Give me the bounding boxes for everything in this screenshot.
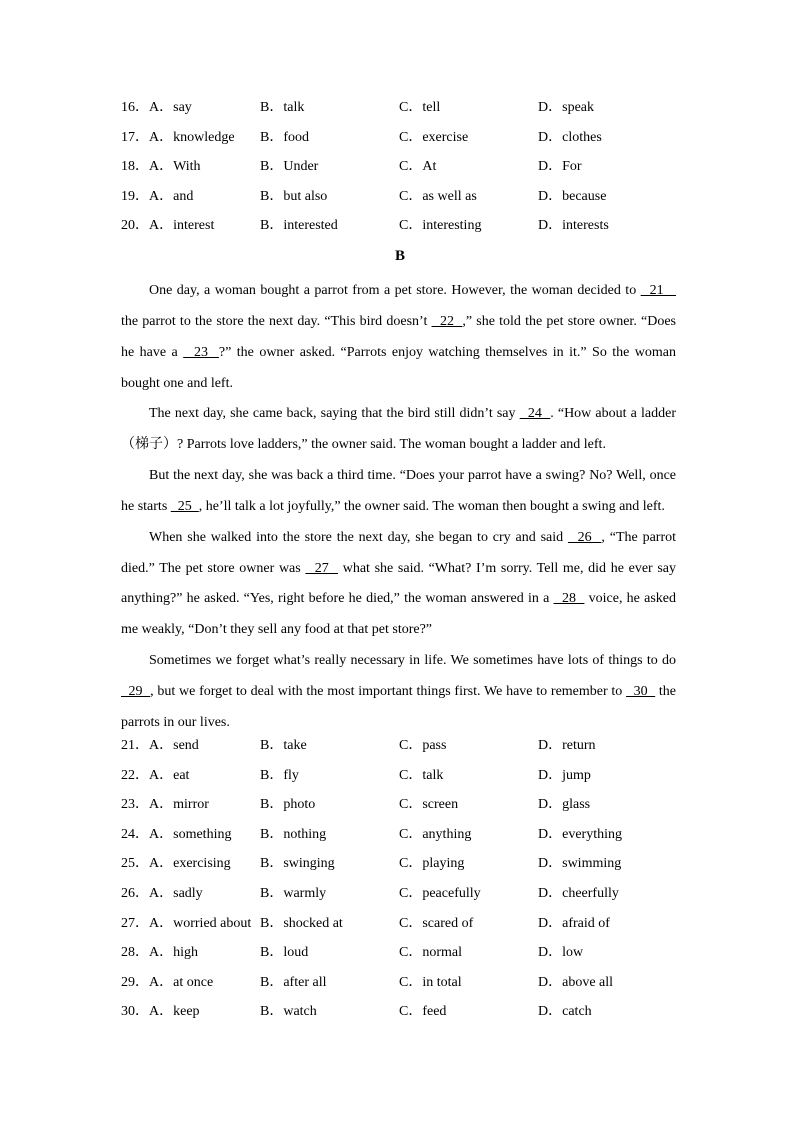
question-row: 21．A．send B．take C．pass D．return (121, 738, 596, 753)
question-row: 27．A．worried about B．shocked at C．scared of D．afraid of (121, 915, 610, 931)
option-b: food (283, 129, 310, 145)
passage-paragraph: But the next day, she was back a third time. “Does your parrot have a swing? No? Well, once he starts 25 , he’ll talk a lot joyfully,” the owner said. The woman then bought a swing and left. (121, 468, 676, 514)
question-number: 27 (121, 915, 135, 931)
question-number: 19 (121, 188, 135, 204)
option-d: because (562, 188, 607, 204)
option-d: cheerfully (562, 885, 619, 901)
blank-22: 22 (431, 313, 463, 329)
option-a: With (173, 159, 201, 175)
question-list-bottom (121, 736, 701, 1032)
option-b: take (283, 738, 307, 753)
option-d: interests (562, 218, 609, 234)
option-a: sadly (173, 885, 203, 901)
option-d: everything (562, 826, 622, 842)
option-b: shocked at (283, 915, 343, 931)
option-c: tell (422, 100, 441, 115)
question-row: 19．A．and B．but also C．as well as D．because (121, 188, 607, 204)
option-b: loud (283, 945, 309, 961)
question-row: 16．A．say B．talk C．tell D．speak (121, 100, 595, 115)
option-c: playing (422, 856, 465, 872)
option-c: interesting (422, 218, 482, 234)
option-b: swinging (283, 856, 335, 872)
question-number: 21 (121, 738, 135, 753)
option-c: screen (422, 797, 459, 813)
blank-23: 23 (183, 344, 219, 360)
question-number: 30 (121, 1004, 135, 1020)
blank-25: 25 (170, 498, 199, 514)
blank-21: 21 (640, 283, 677, 298)
option-d: afraid of (562, 915, 610, 931)
option-c: peacefully (422, 885, 481, 901)
option-d: For (562, 159, 582, 175)
question-number: 18 (121, 159, 135, 175)
option-c: talk (422, 767, 444, 783)
question-row: 24．A．something B．nothing C．anything D．everything (121, 826, 622, 842)
option-d: return (562, 738, 596, 753)
question-number: 23 (121, 797, 135, 813)
option-d: low (562, 945, 584, 961)
option-a: worried about (173, 915, 252, 931)
option-b: watch (283, 1004, 317, 1020)
option-a: interest (173, 218, 215, 234)
option-a: at once (173, 974, 214, 990)
question-number: 29 (121, 974, 135, 990)
option-c: scared of (422, 915, 474, 931)
option-b: fly (283, 767, 299, 783)
option-a: knowledge (173, 129, 235, 145)
option-d: swimming (562, 856, 622, 872)
cloze-passage (121, 276, 676, 739)
question-number: 25 (121, 856, 135, 872)
option-b: but also (283, 188, 328, 204)
option-c: feed (422, 1004, 447, 1020)
blank-24: 24 (519, 406, 551, 422)
blank-29: 29 (121, 683, 151, 699)
option-b: nothing (283, 826, 327, 842)
question-number: 28 (121, 945, 135, 961)
option-b: Under (283, 159, 319, 175)
option-a: say (173, 100, 192, 115)
question-row: 23．A．mirror B．photo C．screen D．glass (121, 797, 591, 813)
option-b: after all (283, 974, 327, 990)
question-number: 16 (121, 100, 135, 115)
option-b: photo (283, 797, 316, 813)
option-a: exercising (173, 856, 231, 872)
option-a: send (173, 738, 199, 753)
option-d: speak (562, 100, 595, 115)
question-row: 29．A．at once B．after all C．in total D．above all (121, 974, 614, 990)
option-d: jump (562, 767, 591, 783)
question-row: 18．A．With B．Under C．At D．For (121, 159, 582, 175)
option-c: in total (422, 974, 462, 990)
option-d: above all (562, 974, 614, 990)
passage-paragraph: One day, a woman bought a parrot from a pet store. However, the woman decided to 21 the parrot to the store the next day. “This bird doesn’t 22 ,” she told the pet store owner. “Does he have a 23 ?” the owner asked. “Parrots enjoy watching themselves in it.” So the woman bought one and left. (121, 283, 677, 391)
option-c: anything (422, 826, 472, 842)
question-row: 30．A．keep B．watch C．feed D．catch (121, 1004, 592, 1020)
option-d: catch (562, 1004, 592, 1020)
question-row: 20．A．interest B．interested C．interesting D．interests (121, 218, 609, 234)
blank-30: 30 (626, 683, 656, 699)
question-row: 25．A．exercising B．swinging C．playing D．swimming (121, 856, 622, 872)
option-a: and (173, 188, 194, 204)
blank-28: 28 (553, 591, 585, 607)
question-list-top (121, 98, 701, 246)
question-row: 17．A．knowledge B．food C．exercise D．clothes (121, 129, 602, 145)
question-row: 28．A．high B．loud C．normal D．low (121, 945, 584, 961)
question-number: 22 (121, 767, 135, 783)
option-d: clothes (562, 129, 602, 145)
question-number: 24 (121, 826, 135, 842)
passage-paragraph: When she walked into the store the next day, she began to cry and said 26 , “The parrot died.” The pet store owner was 27 what she said. “What? I’m sorry. Tell me, did he ever say anything?” he asked. “Yes, right before he died,” the woman answered in a 28 voice, he asked me weakly, “Don’t they sell any food at that pet store?” (121, 529, 677, 638)
option-c: exercise (422, 129, 469, 145)
section-title: B (394, 248, 405, 264)
passage-paragraph: The next day, she came back, saying that the bird still didn’t say 24 . “How about a ladder（梯子）? Parrots love ladders,” the owner said. The woman bought a ladder and left. (121, 406, 677, 453)
option-b: warmly (283, 885, 327, 901)
option-a: mirror (173, 797, 209, 813)
option-c: normal (422, 945, 462, 961)
option-b: interested (283, 218, 338, 234)
option-b: talk (283, 100, 305, 115)
question-number: 17 (121, 129, 135, 145)
option-c: At (422, 159, 437, 175)
question-number: 26 (121, 885, 135, 901)
option-a: high (173, 945, 199, 961)
option-c: as well as (422, 188, 477, 204)
option-a: something (173, 826, 232, 842)
question-row: 26．A．sadly B．warmly C．peacefully D．cheerfully (121, 885, 619, 901)
passage-paragraph: Sometimes we forget what’s really necessary in life. We sometimes have lots of things to do 29 , but we forget to deal with the most important things first. We have to remember to 30 the parrots in our lives. (121, 653, 677, 730)
option-a: keep (173, 1004, 200, 1020)
question-number: 20 (121, 218, 135, 234)
option-d: glass (562, 797, 591, 813)
blank-27: 27 (305, 560, 339, 576)
question-row: 22．A．eat B．fly C．talk D．jump (121, 767, 591, 783)
option-c: pass (422, 738, 447, 753)
blank-26: 26 (567, 529, 602, 545)
option-a: eat (173, 767, 190, 783)
